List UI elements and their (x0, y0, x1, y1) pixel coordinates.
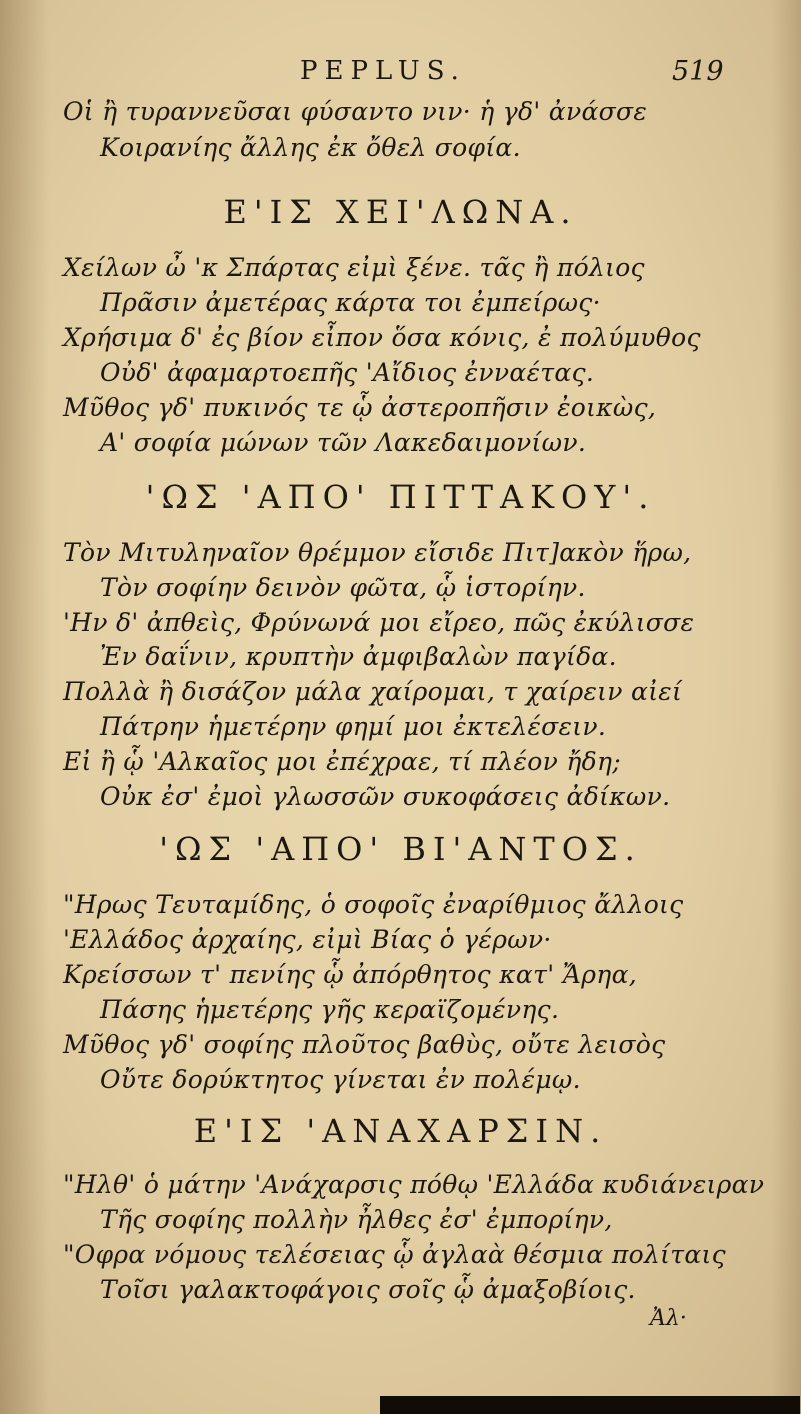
verse-line: Τὸν Μιτυληναῖον θρέμμον εἴσιδε Πιτ]ακὸν ἥρω, (63, 538, 692, 567)
verse-line: "Ηλθ' ὁ μάτην 'Ανάχαρσις πόθῳ 'Ελλάδα κυδιάνειραν (63, 1170, 765, 1199)
verse-line: Ἐν δαΐνιν, κρυπτὴν ἀμφιβαλὼν παγίδα. (100, 642, 617, 671)
verse-line: Πάσης ἡμετέρης γῆς κεραϊζομένης. (100, 995, 560, 1024)
page-number: 519 (672, 56, 724, 87)
verse-line: 'Ην δ' ἀπθεὶς, Φρύνωνά μοι εἴρεο, πῶς ἐκύλισσε (63, 608, 695, 637)
catchword: Ἀλ· (650, 1306, 687, 1331)
verse-line: Πρᾶσιν ἀμετέρας κάρτα τοι ἐμπείρως· (100, 288, 601, 317)
verse-line: Οὐδ' ἀφαμαρτοεπῆς 'Αἴδιος ἐνναέτας. (100, 358, 595, 387)
verse-line: Τοῖσι γαλακτοφάγοις σοῖς ᾧ ἀμαξοβίοις. (100, 1275, 636, 1304)
verse-line: 'Ελλάδος ἀρχαίης, εἰμὶ Βίας ὁ γέρων· (63, 925, 552, 954)
section-heading-chilon: Ε'ΙΣ ΧΕΙ'ΛΩΝΑ. (223, 193, 578, 231)
verse-line: Α' σοφία μώνων τῶν Λακεδαιμονίων. (100, 428, 587, 457)
running-head: PEPLUS. (300, 56, 466, 86)
verse-line: Οὐκ ἐσ' ἐμοὶ γλωσσῶν συκοφάσεις ἀδίκων. (100, 782, 671, 811)
verse-line: Πολλὰ ἢ δισάζον μάλα χαίρομαι, τ χαίρειν αἰεί (63, 677, 683, 706)
verse-line: "Οφρα νόμους τελέσειας ᾧ ἀγλαὰ θέσμια πολίταις (63, 1240, 726, 1269)
verse-line: Χείλων ὦ 'κ Σπάρτας εἰμὶ ξένε. τᾶς ἢ πόλιος (63, 253, 645, 282)
verse-line: Μῦθος γδ' πυκινός τε ᾧ ἀστεροπῆσιν ἐοικὼς, (63, 393, 657, 422)
verse-line: Χρήσιμα δ' ἐς βίον εἶπον ὅσα κόνις, ἐ πολύμυθος (63, 323, 701, 352)
verse-line: Πάτρην ἡμετέρην φημί μοι ἐκτελέσειν. (100, 712, 607, 741)
verse-line: Τῆς σοφίης πολλὴν ἦλθες ἐσ' ἐμπορίην, (100, 1205, 613, 1234)
verse-line: Εἰ ἢ ᾧ 'Αλκαῖος μοι ἐπέχραε, τί πλέον ἤδη; (63, 747, 621, 776)
verse-line: "Ηρως Τευταμίδης, ὁ σοφοῖς ἐναρίθμιος ἄλλοις (63, 890, 684, 919)
intro-line: Κοιρανίης ἄλλης ἐκ ὄθελ σοφία. (100, 133, 521, 162)
verse-line: Κρείσσων τ' πενίης ᾧ ἀπόρθητος κατ' Ἄρηα, (63, 960, 638, 989)
verse-line: Τὸν σοφίην δεινὸν φῶτα, ᾧ ἱστορίην. (100, 573, 586, 602)
scan-edge-shadow (380, 1396, 800, 1414)
section-heading-bias: 'ΩΣ 'ΑΠΟ' ΒΙ'ΑΝΤΟΣ. (159, 830, 642, 868)
verse-line: Οὔτε δορύκτητος γίνεται ἐν πολέμῳ. (100, 1065, 581, 1094)
verse-line: Μῦθος γδ' σοφίης πλοῦτος βαθὺς, οὔτε λεισὸς (63, 1030, 666, 1059)
section-heading-pittacus: 'ΩΣ 'ΑΠΟ' ΠΙΤΤΑΚΟΥ'. (145, 478, 656, 516)
section-heading-anacharsis: Ε'ΙΣ 'ΑΝΑΧΑΡΣΙΝ. (193, 1112, 608, 1150)
intro-line: Οἱ ἢ τυραννεῦσαι φύσαντο νιν· ἡ γδ' ἀνάσσε (63, 97, 648, 126)
